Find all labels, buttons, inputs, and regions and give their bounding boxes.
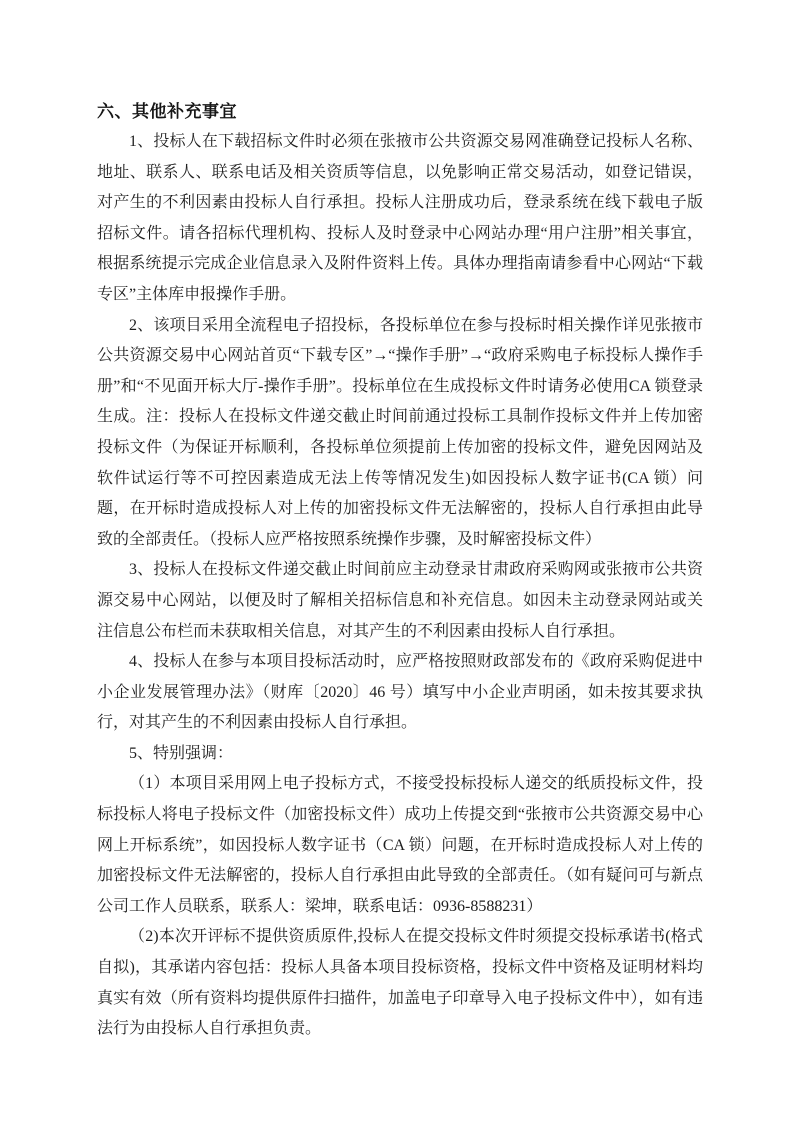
section-heading: 六、其他补充事宜 xyxy=(97,102,237,121)
document-content xyxy=(97,96,703,1045)
paragraph: 3、投标人在投标文件递交截止时间前应主动登录甘肃政府采购网或张掖市公共资源交易中心网站，以便及时了解相关招标信息和补充信息。如因未主动登录网站或关注信息公布栏而未获取相关信息，对其产生的不利因素由投标人自行承担。 xyxy=(97,561,703,640)
paragraph: 2、该项目采用全流程电子招投标，各投标单位在参与投标时相关操作详见张掖市公共资源交易中心网站首页“下载专区”→“操作手册”→“政府采购电子标投标人操作手册”和“不见面开标大厅-操作手册”。投标单位在生成投标文件时请务必使用CA 锁登录生成。注：投标人在投标文件递交截止时间前通过投标工具制作投标文件并上传加密投标文件（为保证开标顺利，各投标单位须提前上传加密的投标文件，避免因网站及软件试运行等不可控因素造成无法上传等情况发生)如因投标人数字证书(CA 锁）问题，在开标时造成投标人对上传的加密投标文件无法解密的，投标人自行承担由此导致的全部责任。（投标人应严格按照系统操作步骤，及时解密投标文件） xyxy=(97,316,703,548)
paragraph: （2)本次开评标不提供资质原件,投标人在提交投标文件时须提交投标承诺书(格式自拟)，其承诺内容包括：投标人具备本项目投标资格，投标文件中资格及证明材料均真实有效（所有资料均提供原件扫描件，加盖电子印章导入电子投标文件中），如有违法行为由投标人自行承担负责。 xyxy=(97,928,703,1038)
paragraph: （1）本项目采用网上电子投标方式，不接受投标投标人递交的纸质投标文件，投标投标人将电子投标文件（加密投标文件）成功上传提交到“张掖市公共资源交易中心网上开标系统”，如因投标人数字证书（CA 锁）问题，在开标时造成投标人对上传的加密投标文件无法解密的，投标人自行承担由此导致的全部责任。（如有疑问可与新点公司工作人员联系，联系人：梁坤，联系电话：0936-8588231） xyxy=(97,775,703,915)
paragraph: 1、投标人在下载招标文件时必须在张掖市公共资源交易网准确登记投标人名称、地址、联系人、联系电话及相关资质等信息，以免影响正常交易活动，如登记错误，对产生的不利因素由投标人自行承担。投标人注册成功后，登录系统在线下载电子版招标文件。请各招标代理机构、投标人及时登录中心网站办理“用户注册”相关事宜，根据系统提示完成企业信息录入及附件资料上传。具体办理指南请参看中心网站“下载专区”主体库申报操作手册。 xyxy=(97,133,703,303)
paragraph-container xyxy=(97,127,703,1045)
paragraph: 4、投标人在参与本项目投标活动时，应严格按照财政部发布的《政府采购促进中小企业发展管理办法》（财库〔2020〕46 号）填写中小企业声明函，如未按其要求执行，对其产生的不利因素由投标人自行承担。 xyxy=(97,653,703,732)
paragraph: 5、特别强调： xyxy=(129,744,234,762)
